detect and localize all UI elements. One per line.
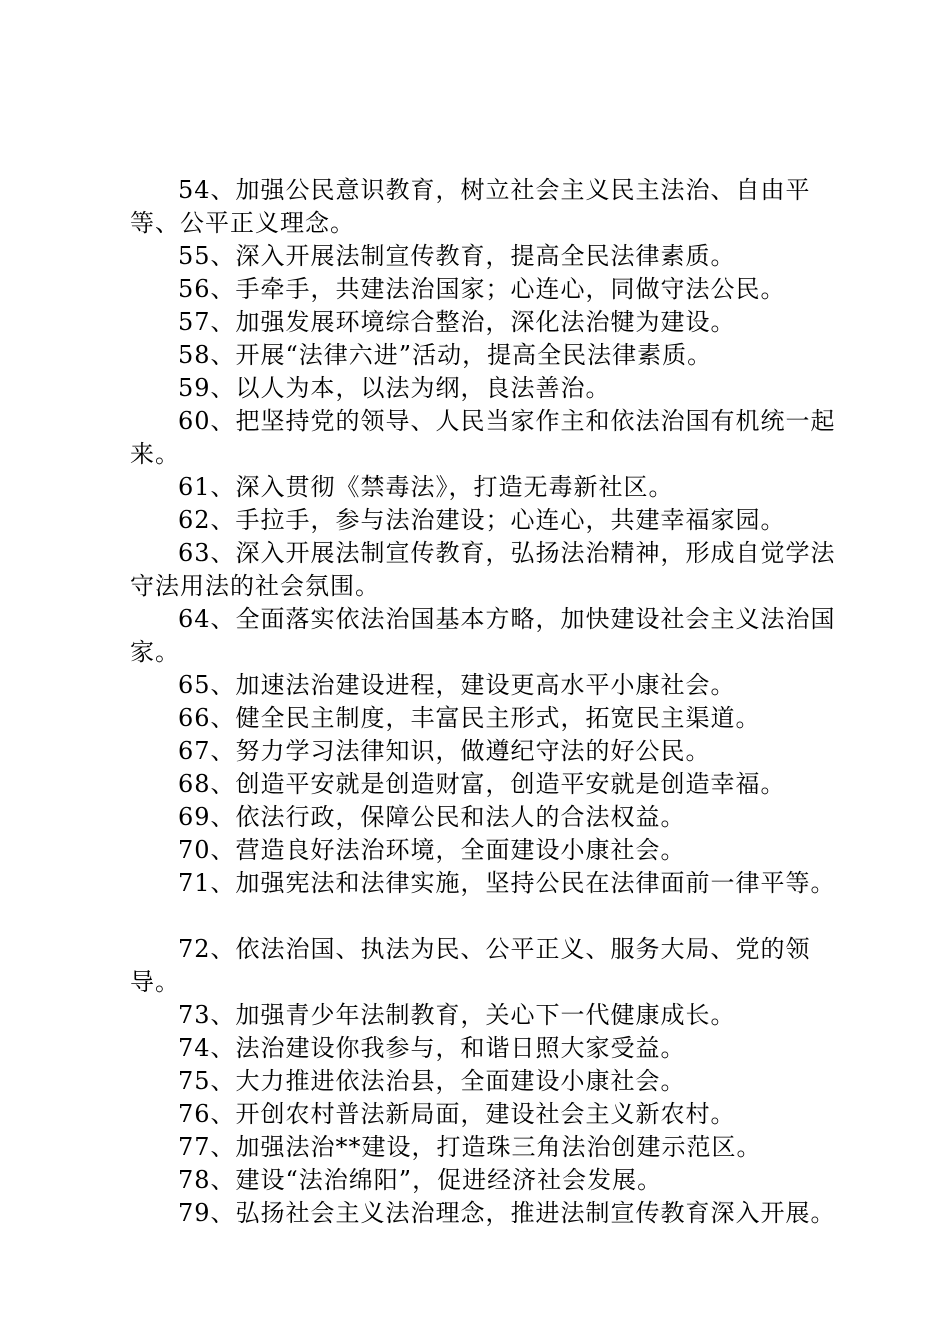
list-item: 64、全面落实依法治国基本方略，加快建设社会主义法治国家。 [130, 605, 836, 666]
list-item: 68、创造平安就是创造财富，创造平安就是创造幸福。 [178, 770, 786, 798]
list-item: 67、努力学习法律知识，做遵纪守法的好公民。 [178, 737, 711, 765]
list-item: 65、加速法治建设进程，建设更高水平小康社会。 [178, 671, 736, 699]
list-item: 61、深入贯彻《禁毒法》，打造无毒新社区。 [178, 473, 674, 501]
list-item: 79、弘扬社会主义法治理念，推进法制宣传教育深入开展。 [178, 1199, 836, 1227]
list-item: 55、深入开展法制宣传教育，提高全民法律素质。 [178, 242, 736, 270]
list-item: 59、以人为本，以法为纲，良法善治。 [178, 374, 611, 402]
list-item: 57、加强发展环境综合整治，深化法治犍为建设。 [178, 308, 736, 336]
list-item: 54、加强公民意识教育，树立社会主义民主法治、自由平等、公平正义理念。 [130, 176, 811, 237]
list-item: 75、大力推进依法治县，全面建设小康社会。 [178, 1067, 686, 1095]
list-item: 73、加强青少年法制教育，关心下一代健康成长。 [178, 1001, 736, 1029]
slogan-list [130, 174, 840, 1230]
list-item: 62、手拉手，参与法治建设；心连心，共建幸福家园。 [178, 506, 786, 534]
list-item: 78、建设“法治绵阳”，促进经济社会发展。 [178, 1166, 663, 1194]
list-item: 77、加强法治**建设，打造珠三角法治创建示范区。 [178, 1133, 762, 1161]
list-item: 70、营造良好法治环境，全面建设小康社会。 [178, 836, 686, 864]
list-item: 58、开展“法律六进”活动，提高全民法律素质。 [178, 341, 713, 369]
list-item: 63、深入开展法制宣传教育，弘扬法治精神，形成自觉学法守法用法的社会氛围。 [130, 539, 836, 600]
list-item: 74、法治建设你我参与，和谐日照大家受益。 [178, 1034, 686, 1062]
list-item: 69、依法行政，保障公民和法人的合法权益。 [178, 803, 686, 831]
list-item: 71、加强宪法和法律实施，坚持公民在法律面前一律平等。 [178, 869, 836, 897]
list-item: 60、把坚持党的领导、人民当家作主和依法治国有机统一起来。 [130, 407, 836, 468]
list-item: 76、开创农村普法新局面，建设社会主义新农村。 [178, 1100, 736, 1128]
list-item: 66、健全民主制度，丰富民主形式，拓宽民主渠道。 [178, 704, 761, 732]
list-item: 56、手牵手，共建法治国家；心连心，同做守法公民。 [178, 275, 786, 303]
paragraph-gap [130, 900, 840, 933]
list-item: 72、依法治国、执法为民、公平正义、服务大局、党的领导。 [130, 935, 811, 996]
